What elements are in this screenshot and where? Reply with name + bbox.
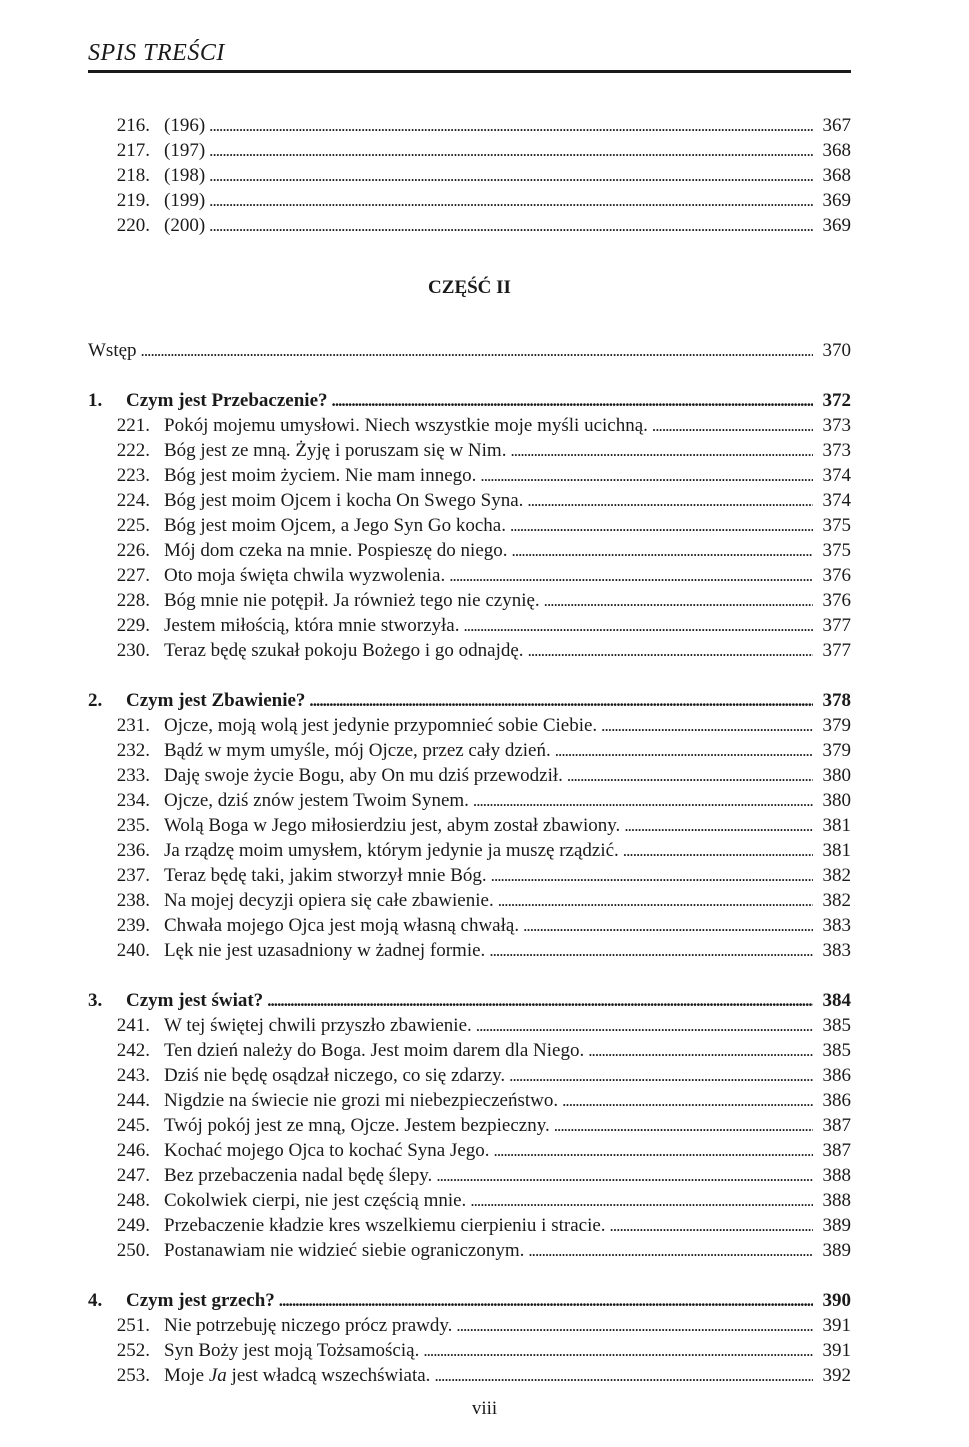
- entry-title-part: jest władcą wszechświata.: [226, 1365, 431, 1386]
- lesson-entry[interactable]: [88, 113, 851, 138]
- entry-number: 4.: [88, 1290, 103, 1311]
- entry-title: Cokolwiek cierpi, nie jest częścią mnie.: [164, 1190, 467, 1211]
- entry-number: 249.: [116, 1215, 150, 1236]
- lesson-entry[interactable]: [88, 563, 851, 588]
- lesson-entry[interactable]: [88, 1188, 851, 1213]
- entry-number: 231.: [116, 715, 150, 736]
- dot-leader: [510, 438, 813, 463]
- entry-number: 248.: [116, 1190, 150, 1211]
- entry-page-number: 380: [822, 765, 851, 786]
- entry-page-number: 379: [822, 740, 851, 761]
- lesson-entry[interactable]: [88, 1238, 851, 1263]
- entry-page-number: 377: [822, 615, 851, 636]
- entry-number: 238.: [116, 890, 150, 911]
- entry-page-number: 374: [822, 465, 851, 486]
- entry-number: 253.: [116, 1365, 150, 1386]
- dot-leader: [510, 513, 813, 538]
- lesson-entry[interactable]: [88, 613, 851, 638]
- entry-number: 224.: [116, 490, 150, 511]
- dot-leader: [512, 538, 813, 563]
- lesson-entry[interactable]: [88, 938, 851, 963]
- entry-number: 239.: [116, 915, 150, 936]
- entry-page-number: 370: [822, 340, 851, 361]
- entry-number: 218.: [116, 165, 150, 186]
- entry-number: 233.: [116, 765, 150, 786]
- entry-page-number: 391: [822, 1340, 851, 1361]
- lesson-entry[interactable]: [88, 1213, 851, 1238]
- dot-leader: [332, 388, 813, 413]
- section-gap: [88, 313, 851, 338]
- dot-leader: [652, 413, 813, 438]
- entry-page-number: 368: [822, 140, 851, 161]
- lesson-entry[interactable]: [88, 788, 851, 813]
- lesson-entry[interactable]: [88, 138, 851, 163]
- dot-leader: [456, 1313, 813, 1338]
- entry-page-number: 385: [822, 1040, 851, 1061]
- entry-title: Daję swoje życie Bogu, aby On mu dziś przewodził.: [164, 765, 563, 786]
- lesson-entry[interactable]: [88, 538, 851, 563]
- table-of-contents: [88, 113, 851, 1388]
- entry-page-number: 383: [822, 940, 851, 961]
- entry-number: 223.: [116, 465, 150, 486]
- dot-leader: [209, 188, 813, 213]
- entry-title: Oto moja święta chwila wyzwolenia.: [164, 565, 446, 586]
- dot-leader: [491, 863, 813, 888]
- entry-number: 1.: [88, 390, 103, 411]
- entry-title: Postanawiam nie widzieć siebie ograniczonym.: [164, 1240, 525, 1261]
- header-rule: [88, 70, 851, 73]
- entry-number: 3.: [88, 990, 103, 1011]
- entry-number: 225.: [116, 515, 150, 536]
- entry-page-number: 384: [822, 990, 851, 1011]
- chapter-entry[interactable]: [88, 388, 851, 413]
- entry-title: Bóg jest moim życiem. Nie mam innego.: [164, 465, 477, 486]
- entry-number: 244.: [116, 1090, 150, 1111]
- dot-leader: [279, 1288, 813, 1313]
- dot-leader: [528, 638, 813, 663]
- dot-leader: [209, 213, 813, 238]
- dot-leader: [209, 138, 813, 163]
- dot-leader: [494, 1138, 813, 1163]
- entry-page-number: 382: [822, 890, 851, 911]
- entry-page-number: 387: [822, 1140, 851, 1161]
- dot-leader: [470, 1188, 813, 1213]
- entry-number: 242.: [116, 1040, 150, 1061]
- entry-number: 228.: [116, 590, 150, 611]
- entry-page-number: 387: [822, 1115, 851, 1136]
- entry-number: 246.: [116, 1140, 150, 1161]
- entry-number: 247.: [116, 1165, 150, 1186]
- dot-leader: [588, 1038, 813, 1063]
- entry-page-number: 388: [822, 1165, 851, 1186]
- entry-page-number: 376: [822, 590, 851, 611]
- entry-number: 241.: [116, 1015, 150, 1036]
- part-heading: CZĘŚĆ II: [428, 277, 511, 298]
- entry-title: (199): [164, 190, 206, 211]
- entry-title: Chwała mojego Ojca jest moją własną chwałą.: [164, 915, 520, 936]
- entry-title: Twój pokój jest ze mną, Ojcze. Jestem bezpieczny.: [164, 1115, 550, 1136]
- entry-page-number: 386: [822, 1090, 851, 1111]
- entry-number: 222.: [116, 440, 150, 461]
- entry-title: Bóg jest ze mną. Żyję i poruszam się w Nim.: [164, 440, 507, 461]
- lesson-entry[interactable]: [88, 438, 851, 463]
- dot-leader: [555, 738, 813, 763]
- entry-page-number: 385: [822, 1015, 851, 1036]
- dot-leader: [509, 1063, 813, 1088]
- entry-title: Ojcze, moją wolą jest jedynie przypomnieć sobie Ciebie.: [164, 715, 598, 736]
- entry-page-number: 372: [822, 390, 851, 411]
- entry-title: Bądź w mym umyśle, mój Ojcze, przez cały dzień.: [164, 740, 551, 761]
- entry-number: 232.: [116, 740, 150, 761]
- entry-number: 250.: [116, 1240, 150, 1261]
- entry-number: 252.: [116, 1340, 150, 1361]
- dot-leader: [601, 713, 813, 738]
- dot-leader: [463, 613, 813, 638]
- lesson-entry[interactable]: [88, 188, 851, 213]
- entry-number: 227.: [116, 565, 150, 586]
- entry-number: 240.: [116, 940, 150, 961]
- entry-page-number: 386: [822, 1065, 851, 1086]
- entry-number: 251.: [116, 1315, 150, 1336]
- entry-title: [164, 1363, 430, 1388]
- dot-leader: [624, 813, 813, 838]
- entry-page-number: 383: [822, 915, 851, 936]
- entry-title: Czym jest Przebaczenie?: [126, 390, 328, 411]
- entry-title: (200): [164, 215, 206, 236]
- dot-leader: [209, 113, 813, 138]
- lesson-entry[interactable]: [88, 1063, 851, 1088]
- entry-number: 221.: [116, 415, 150, 436]
- entry-title: Teraz będę szukał pokoju Bożego i go odnajdę.: [164, 640, 524, 661]
- entry-page-number: 367: [822, 115, 851, 136]
- lesson-entry[interactable]: [88, 1363, 851, 1388]
- dot-leader: [209, 163, 813, 188]
- intro-entry[interactable]: [88, 338, 851, 363]
- entry-number: 230.: [116, 640, 150, 661]
- entry-page-number: 389: [822, 1215, 851, 1236]
- entry-title: Czym jest Zbawienie?: [126, 690, 306, 711]
- lesson-entry[interactable]: [88, 1138, 851, 1163]
- chapter-entry[interactable]: [88, 1288, 851, 1313]
- entry-title: Dziś nie będę osądzał niczego, co się zdarzy.: [164, 1065, 506, 1086]
- entry-page-number: 375: [822, 515, 851, 536]
- entry-number: 245.: [116, 1115, 150, 1136]
- lesson-entry[interactable]: [88, 638, 851, 663]
- lesson-entry[interactable]: [88, 863, 851, 888]
- entry-title: Kochać mojego Ojca to kochać Syna Jego.: [164, 1140, 490, 1161]
- dot-leader: [267, 988, 813, 1013]
- entry-title: Ojcze, dziś znów jestem Twoim Synem.: [164, 790, 469, 811]
- lesson-entry[interactable]: [88, 513, 851, 538]
- entry-page-number: 388: [822, 1190, 851, 1211]
- section-gap: [88, 663, 851, 688]
- lesson-entry[interactable]: [88, 1113, 851, 1138]
- dot-leader: [480, 463, 813, 488]
- section-gap: [88, 363, 851, 388]
- entry-title: Na mojej decyzji opiera się całe zbawienie.: [164, 890, 494, 911]
- lesson-entry[interactable]: [88, 1088, 851, 1113]
- entry-number: 226.: [116, 540, 150, 561]
- chapter-entry[interactable]: [88, 688, 851, 713]
- dot-leader: [562, 1088, 813, 1113]
- dot-leader: [473, 788, 813, 813]
- entry-page-number: 369: [822, 215, 851, 236]
- entry-title: (197): [164, 140, 206, 161]
- dot-leader: [476, 1013, 813, 1038]
- entry-number: 219.: [116, 190, 150, 211]
- entry-page-number: 377: [822, 640, 851, 661]
- entry-number: 220.: [116, 215, 150, 236]
- entry-page-number: 376: [822, 565, 851, 586]
- lesson-entry[interactable]: [88, 588, 851, 613]
- entry-number: 236.: [116, 840, 150, 861]
- entry-title: Ja rządzę moim umysłem, którym jedynie ja muszę rządzić.: [164, 840, 619, 861]
- entry-number: 237.: [116, 865, 150, 886]
- entry-title: Lęk nie jest uzasadniony w żadnej formie.: [164, 940, 486, 961]
- entry-number: 216.: [116, 115, 150, 136]
- entry-title: Wolą Boga w Jego miłosierdziu jest, abym został zbawiony.: [164, 815, 621, 836]
- entry-page-number: 381: [822, 815, 851, 836]
- lesson-entry[interactable]: [88, 1013, 851, 1038]
- entry-title: Pokój mojemu umysłowi. Niech wszystkie moje myśli ucichną.: [164, 415, 648, 436]
- entry-title: Bóg mnie nie potępił. Ja również tego nie czynię.: [164, 590, 540, 611]
- entry-title: (196): [164, 115, 206, 136]
- entry-title: Bóg jest moim Ojcem i kocha On Swego Syna.: [164, 490, 524, 511]
- lesson-entry[interactable]: [88, 738, 851, 763]
- dot-leader: [567, 763, 813, 788]
- dot-leader: [544, 588, 813, 613]
- entry-number: 243.: [116, 1065, 150, 1086]
- dot-leader: [554, 1113, 813, 1138]
- entry-page-number: 390: [822, 1290, 851, 1311]
- dot-leader: [523, 913, 813, 938]
- entry-number: 229.: [116, 615, 150, 636]
- entry-title: Nie potrzebuję niczego prócz prawdy.: [164, 1315, 453, 1336]
- entry-page-number: 379: [822, 715, 851, 736]
- entry-title: Ten dzień należy do Boga. Jest moim darem dla Niego.: [164, 1040, 585, 1061]
- dot-leader: [527, 488, 813, 513]
- page-number: viii: [471, 1398, 498, 1419]
- lesson-entry[interactable]: [88, 163, 851, 188]
- entry-page-number: 369: [822, 190, 851, 211]
- dot-leader: [489, 938, 813, 963]
- lesson-entry[interactable]: [88, 1038, 851, 1063]
- entry-title: W tej świętej chwili przyszło zbawienie.: [164, 1015, 472, 1036]
- lesson-entry[interactable]: [88, 888, 851, 913]
- dot-leader: [141, 338, 813, 363]
- entry-page-number: 389: [822, 1240, 851, 1261]
- lesson-entry[interactable]: [88, 213, 851, 238]
- entry-number: 217.: [116, 140, 150, 161]
- entry-title: Wstęp: [88, 340, 137, 361]
- entry-page-number: 392: [822, 1365, 851, 1386]
- dot-leader: [449, 563, 813, 588]
- lesson-entry[interactable]: [88, 1313, 851, 1338]
- entry-title: Teraz będę taki, jakim stworzył mnie Bóg.: [164, 865, 487, 886]
- entry-page-number: 378: [822, 690, 851, 711]
- entry-number: 235.: [116, 815, 150, 836]
- entry-title: Czym jest grzech?: [126, 1290, 275, 1311]
- entry-page-number: 380: [822, 790, 851, 811]
- lesson-entry[interactable]: [88, 463, 851, 488]
- section-gap: [88, 963, 851, 988]
- entry-page-number: 373: [822, 415, 851, 436]
- entry-title: Mój dom czeka na mnie. Pospieszę do niego.: [164, 540, 508, 561]
- entry-title: Bez przebaczenia nadal będę ślepy.: [164, 1165, 433, 1186]
- dot-leader: [423, 1338, 813, 1363]
- lesson-entry[interactable]: [88, 1163, 851, 1188]
- entry-number: 234.: [116, 790, 150, 811]
- entry-title: Czym jest świat?: [126, 990, 264, 1011]
- entry-title: Syn Boży jest moją Tożsamością.: [164, 1340, 420, 1361]
- entry-page-number: 391: [822, 1315, 851, 1336]
- dot-leader: [434, 1363, 813, 1388]
- entry-page-number: 374: [822, 490, 851, 511]
- dot-leader: [528, 1238, 813, 1263]
- entry-title-italic: Ja: [208, 1365, 227, 1386]
- entry-number: 2.: [88, 690, 103, 711]
- entry-page-number: 368: [822, 165, 851, 186]
- lesson-entry[interactable]: [88, 713, 851, 738]
- chapter-entry[interactable]: [88, 988, 851, 1013]
- lesson-entry[interactable]: [88, 813, 851, 838]
- dot-leader: [436, 1163, 813, 1188]
- running-head: SPIS TREŚCI: [88, 40, 225, 66]
- section-gap: [88, 1263, 851, 1288]
- entry-title: Bóg jest moim Ojcem, a Jego Syn Go kocha.: [164, 515, 506, 536]
- entry-page-number: 381: [822, 840, 851, 861]
- lesson-entry[interactable]: [88, 1338, 851, 1363]
- dot-leader: [610, 1213, 813, 1238]
- entry-page-number: 382: [822, 865, 851, 886]
- entry-title: (198): [164, 165, 206, 186]
- lesson-entry[interactable]: [88, 488, 851, 513]
- dot-leader: [498, 888, 813, 913]
- entry-page-number: 373: [822, 440, 851, 461]
- entry-title: Nigdzie na świecie nie grozi mi niebezpieczeństwo.: [164, 1090, 559, 1111]
- entry-title: Przebaczenie kładzie kres wszelkiemu cierpieniu i stracie.: [164, 1215, 606, 1236]
- entry-title-part: Moje: [164, 1365, 209, 1386]
- entry-title: Jestem miłością, która mnie stworzyła.: [164, 615, 460, 636]
- entry-page-number: 375: [822, 540, 851, 561]
- lesson-entry[interactable]: [88, 838, 851, 863]
- lesson-entry[interactable]: [88, 763, 851, 788]
- lesson-entry[interactable]: [88, 913, 851, 938]
- lesson-entry[interactable]: [88, 413, 851, 438]
- section-gap: [88, 238, 851, 263]
- dot-leader: [623, 838, 813, 863]
- dot-leader: [309, 688, 813, 713]
